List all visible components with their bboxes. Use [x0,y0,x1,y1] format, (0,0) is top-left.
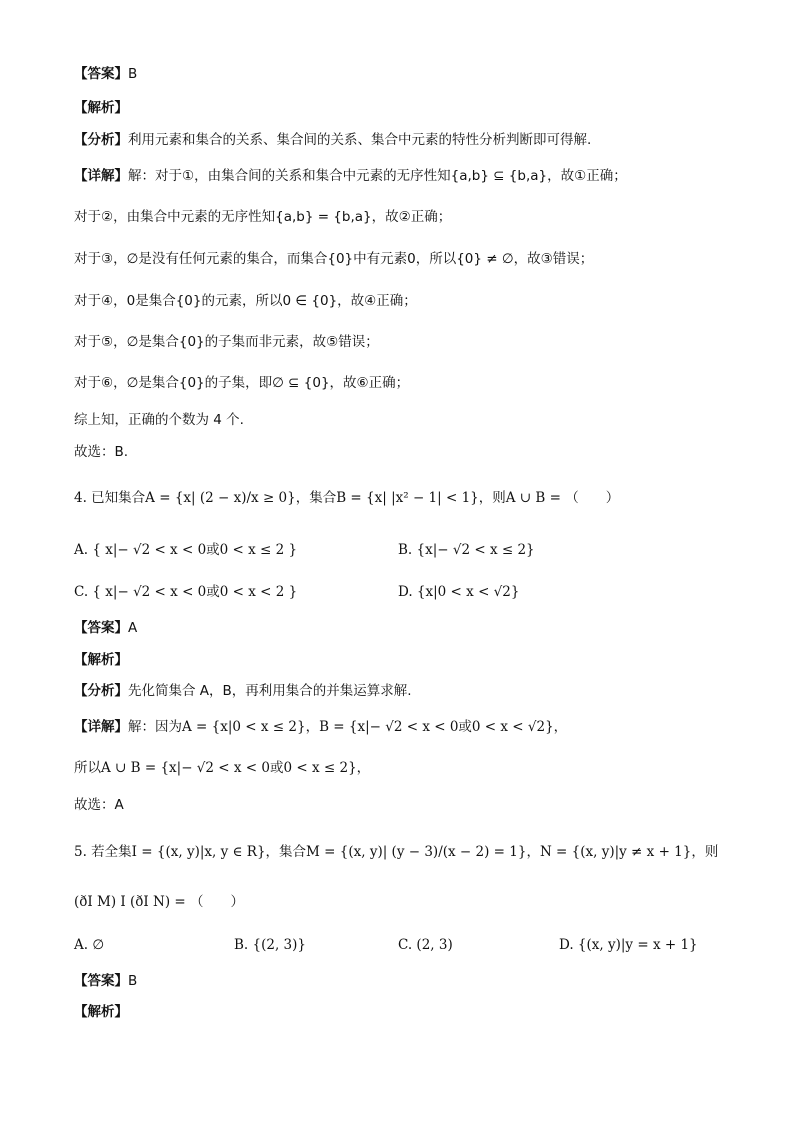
q5-option-d [559,935,698,955]
q5-option-c-text: C. (2, 3) [398,937,453,953]
answer-line [74,618,137,638]
explanation-text: 对于②，由集合中元素的无序性知{a,b} = {b,a}，故②正确； [74,209,452,225]
q5-option-a-text: A. ∅ [74,937,105,953]
question-5-continued [74,892,244,912]
analysis-tag: 【解析】 [74,100,128,116]
explanation-text: 对于④，0是集合{0}的元素，所以0 ∈ {0}，故④正确； [74,293,417,309]
analysis-text: 先化简集合 A，B，再利用集合的并集运算求解. [128,683,412,699]
q5-option-c [398,935,453,955]
explanation-line [74,207,451,227]
q4-option-c-text: C. { x|− √2 < x < 0或0 < x < 2 } [74,584,298,600]
answer-text: B [128,66,138,82]
detail-tag: 【详解】 [74,719,128,735]
analysis-text: 利用元素和集合的关系、集合间的关系、集合中元素的特性分析判断即可得解. [128,132,592,148]
analysis-tag: 【解析】 [74,1004,128,1020]
explanation-line [74,249,593,269]
answer-line [74,64,137,84]
q4-option-a [74,540,297,560]
analysis-line [74,681,412,701]
choice-line [74,795,124,815]
explanation-line [74,758,370,778]
answer-tag: 【答案】 [74,973,128,989]
q5-option-a [74,935,104,955]
question-4-text: 4. 已知集合A = {x| (2 − x)/x ≥ 0}，集合B = {x| |x² − 1| < 1}，则A ∪ B = （ ） [74,490,620,506]
choice-text: 故选：B. [74,444,129,460]
question-5-text: 5. 若全集I = {(x, y)|x, y ∈ R}，集合M = {(x, y)| (y − 3)/(x − 2) = 1}，N = {(x, y)|y ≠ x + 1}，则 [74,844,719,860]
analysis-heading [74,650,128,670]
question-5 [74,842,718,862]
question-5-text-continued: (ðI M) I (ðI N) = （ ） [74,894,245,910]
explanation-line [74,291,417,311]
q4-option-d [398,582,519,602]
analysis-line [74,130,591,150]
q4-option-a-text: A. { x|− √2 < x < 0或0 < x ≤ 2 } [74,542,298,558]
answer-text: B [128,973,138,989]
analysis-heading [74,1002,128,1022]
choice-line [74,442,128,462]
q5-option-b-text: B. {(2, 3)} [234,937,306,953]
analysis-sub-tag: 【分析】 [74,132,128,148]
detail-line [74,717,567,737]
choice-text: 故选：A [74,797,124,813]
question-4 [74,488,619,508]
q4-option-c [74,582,297,602]
q4-option-d-text: D. {x|0 < x < √2} [398,584,520,600]
answer-line [74,971,137,991]
detail-text: 解：因为A = {x|0 < x ≤ 2}，B = {x|− √2 < x < 0或0 < x < √2}， [128,719,568,735]
q5-option-b [234,935,306,955]
q4-option-b-text: B. {x|− √2 < x ≤ 2} [398,542,535,558]
analysis-heading [74,98,128,118]
detail-text: 解：对于①，由集合间的关系和集合中元素的无序性知{a,b} ⊆ {b,a}，故①正确； [128,168,627,184]
analysis-sub-tag: 【分析】 [74,683,128,699]
explanation-line [74,332,379,352]
explanation-text: 所以A ∪ B = {x|− √2 < x < 0或0 < x ≤ 2}， [74,760,371,776]
answer-text: A [128,620,138,636]
detail-tag: 【详解】 [74,168,128,184]
explanation-text: 对于⑥，∅是集合{0}的子集，即∅ ⊆ {0}，故⑥正确； [74,375,410,391]
q4-option-b [398,540,535,560]
summary-line [74,410,244,430]
explanation-text: 对于③，∅是没有任何元素的集合，而集合{0}中有元素0，所以{0} ≠ ∅，故③错误； [74,251,594,267]
explanation-text: 对于⑤，∅是集合{0}的子集而非元素，故⑤错误； [74,334,379,350]
detail-line [74,166,627,186]
summary-text: 综上知，正确的个数为 4 个. [74,412,244,428]
explanation-line [74,373,409,393]
analysis-tag: 【解析】 [74,652,128,668]
q5-option-d-text: D. {(x, y)|y = x + 1} [559,937,698,953]
answer-tag: 【答案】 [74,620,128,636]
answer-tag: 【答案】 [74,66,128,82]
